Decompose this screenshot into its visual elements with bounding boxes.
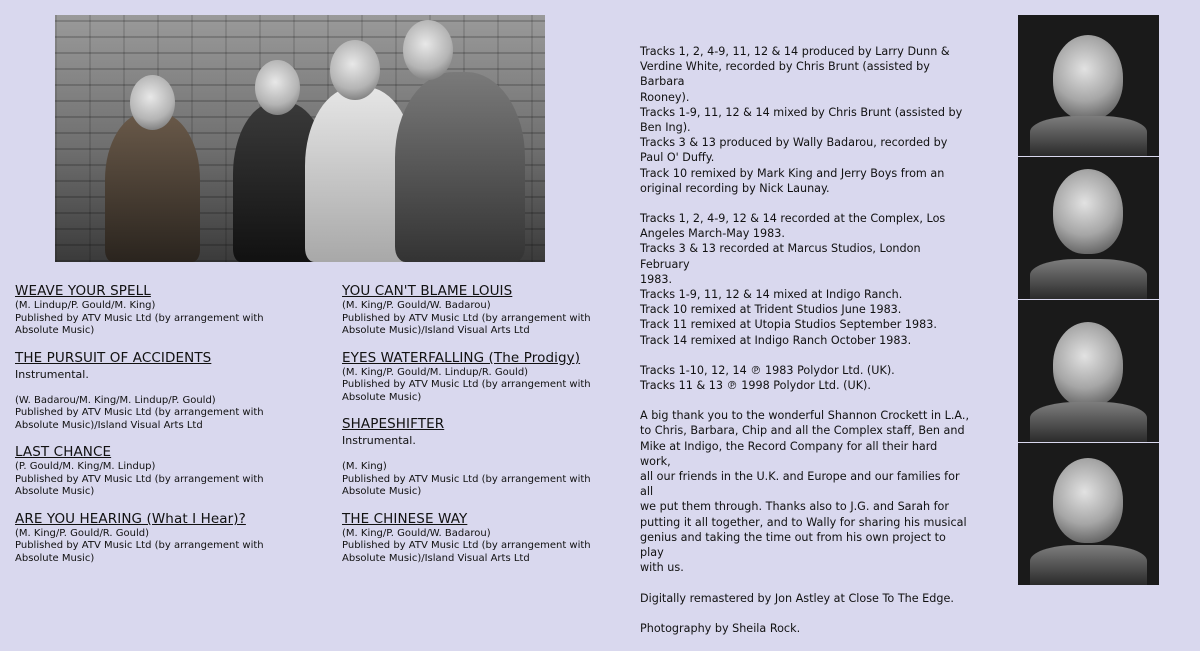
note-line: we put them through. Thanks also to J.G. and Sarah for	[640, 500, 950, 514]
portrait-face	[1053, 322, 1123, 407]
note-line: Tracks 1-9, 11, 12 & 14 mixed at Indigo Ranch.	[640, 288, 903, 302]
writers: (M. King/P. Gould/R. Gould)	[15, 527, 149, 539]
track-title: YOU CAN'T BLAME LOUIS	[342, 283, 513, 299]
recording-credits	[640, 211, 970, 348]
track-title: ARE YOU HEARING (What I Hear)?	[15, 510, 246, 527]
note-line: Angeles March-May 1983.	[640, 227, 785, 241]
instrumental-note: Instrumental.	[342, 434, 416, 447]
writers: (M. King/P. Gould/M. Lindup/R. Gould)	[342, 366, 529, 378]
note-line: Tracks 1, 2, 4-9, 11, 12 & 14 produced by Larry Dunn &	[640, 45, 950, 58]
publisher-line: Absolute Music)	[15, 325, 95, 336]
track-title: SHAPESHIFTER	[342, 416, 445, 432]
note-line: Verdine White, recorded by Chris Brunt (assisted by Barbara	[640, 60, 930, 89]
thanks-paragraph	[640, 408, 970, 575]
publisher-line: Published by ATV Music Ltd (by arrangement with	[342, 473, 591, 485]
note-line: Paul O' Duffy.	[640, 151, 715, 165]
portrait-face	[1053, 458, 1123, 543]
note-line: Track 14 remixed at Indigo Ranch October 1983.	[640, 333, 912, 347]
publisher-line: Published by ATV Music Ltd (by arrangement with	[15, 540, 264, 551]
writers: (P. Gould/M. King/M. Lindup)	[15, 461, 156, 472]
publisher-line: Published by ATV Music Ltd (by arrangement with	[342, 379, 591, 390]
note-line: A big thank you to the wonderful Shannon Crockett in L.A.,	[640, 409, 969, 423]
publisher-line: Absolute Music)	[15, 552, 95, 564]
note-line: Tracks 1-10, 12, 14 ℗ 1983 Polydor Ltd. (UK).	[640, 363, 895, 377]
track-entry	[15, 350, 320, 433]
note-line: Mike at Indigo, the Record Company for all their hard work,	[640, 439, 938, 468]
publisher-line: Absolute Music)/Island Visual Arts Ltd	[342, 552, 530, 564]
track-entry	[15, 511, 320, 566]
band-member-head	[130, 75, 175, 130]
note-line: Tracks 1, 2, 4-9, 12 & 14 recorded at the Complex, Los	[640, 212, 946, 226]
track-entry	[15, 444, 320, 499]
note-line: genius and taking the time out from his own project to play	[640, 530, 946, 560]
band-member-head	[255, 60, 300, 115]
note-line: Photography by Sheila Rock.	[640, 621, 801, 635]
publisher-line: Published by ATV Music Ltd (by arrangement with	[15, 407, 264, 418]
track-title: EYES WATERFALLING (The Prodigy)	[342, 349, 581, 366]
remaster-credit	[640, 591, 970, 606]
writers: (W. Badarou/M. King/M. Lindup/P. Gould)	[15, 394, 216, 406]
publisher-line: Published by ATV Music Ltd (by arrangement with	[15, 312, 264, 324]
band-member-figure	[105, 112, 200, 262]
portrait-torso	[1030, 116, 1147, 156]
copyright-notice	[640, 363, 970, 393]
track-entry	[15, 283, 320, 338]
band-member-head	[330, 40, 380, 100]
track-entry	[342, 416, 647, 499]
publisher-line: Published by ATV Music Ltd (by arrangement with	[342, 312, 591, 324]
track-title: THE PURSUIT OF ACCIDENTS	[15, 349, 212, 366]
photography-credit	[640, 621, 970, 636]
portrait-photo-1	[1018, 15, 1159, 156]
writers: (M. King)	[342, 461, 387, 472]
note-line: to Chris, Barbara, Chip and all the Complex staff, Ben and	[640, 424, 965, 438]
publisher-line: Absolute Music)	[342, 486, 422, 497]
liner-notes	[640, 44, 970, 651]
writers: (M. King/P. Gould/W. Badarou)	[342, 527, 491, 539]
note-line: Tracks 3 & 13 produced by Wally Badarou, recorded by	[640, 136, 948, 150]
track-title: LAST CHANCE	[15, 444, 112, 460]
track-credits-left	[15, 283, 320, 577]
track-entry	[342, 283, 647, 338]
note-line: Ben Ing).	[640, 121, 691, 135]
publisher-line: Absolute Music)	[342, 391, 422, 403]
note-line: Track 10 remixed by Mark King and Jerry Boys from an	[640, 166, 945, 180]
publisher-line: Absolute Music)	[15, 486, 95, 497]
note-line: with us.	[640, 561, 684, 575]
portrait-face	[1053, 169, 1123, 254]
note-line: all our friends in the U.K. and Europe and our families for all	[640, 470, 960, 499]
track-entry	[342, 511, 647, 566]
publisher-line: Published by ATV Music Ltd (by arrangement with	[15, 473, 264, 485]
note-line: Rooney).	[640, 90, 690, 104]
publisher-line: Absolute Music)/Island Visual Arts Ltd	[15, 419, 203, 431]
publisher-line: Absolute Music)/Island Visual Arts Ltd	[342, 325, 530, 336]
note-line: Digitally remastered by Jon Astley at Close To The Edge.	[640, 591, 954, 605]
instrumental-note: Instrumental.	[15, 367, 89, 381]
note-line: Track 10 remixed at Trident Studios June 1983.	[640, 303, 902, 317]
note-line: 1983.	[640, 272, 673, 286]
track-entry	[342, 350, 647, 405]
portrait-torso	[1030, 259, 1147, 299]
track-title: THE CHINESE WAY	[342, 510, 468, 527]
portrait-torso	[1030, 545, 1147, 585]
publisher-line: Published by ATV Music Ltd (by arrangement with	[342, 540, 591, 551]
note-line: original recording by Nick Launay.	[640, 181, 830, 195]
portrait-photo-2	[1018, 157, 1159, 299]
note-line: putting it all together, and to Wally for sharing his musical	[640, 515, 967, 529]
note-line: Tracks 1-9, 11, 12 & 14 mixed by Chris Brunt (assisted by	[640, 105, 963, 119]
note-line: Tracks 11 & 13 ℗ 1998 Polydor Ltd. (UK).	[640, 379, 871, 393]
portrait-photo-3	[1018, 300, 1159, 442]
note-line: Tracks 3 & 13 recorded at Marcus Studios, London February	[640, 242, 921, 271]
writers: (M. King/P. Gould/W. Badarou)	[342, 300, 491, 311]
production-credits	[640, 44, 970, 196]
note-line: Track 11 remixed at Utopia Studios September 1983.	[640, 318, 937, 332]
writers: (M. Lindup/P. Gould/M. King)	[15, 300, 156, 311]
track-title: WEAVE YOUR SPELL	[15, 283, 151, 299]
portrait-photo-4	[1018, 443, 1159, 585]
band-photo	[55, 15, 545, 262]
portrait-torso	[1030, 402, 1147, 442]
portrait-face	[1053, 35, 1123, 120]
track-credits-right	[342, 283, 647, 577]
band-member-figure	[395, 72, 525, 262]
band-member-head	[403, 20, 453, 80]
